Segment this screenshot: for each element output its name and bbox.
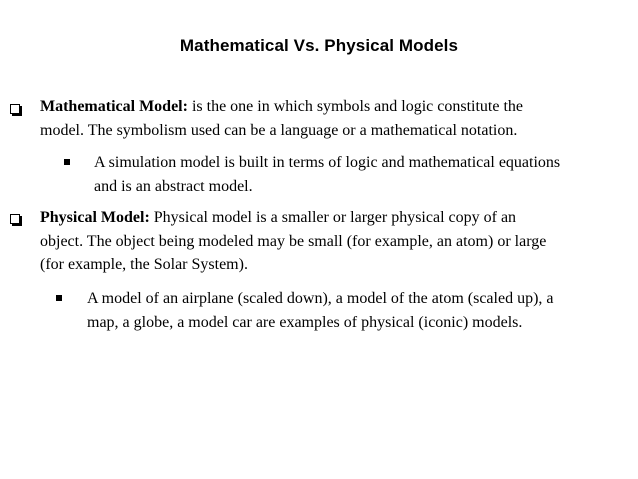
definition-text: is the one in which symbols and logic constitute the [187,98,524,115]
square-bullet-icon [56,295,62,301]
bullet-line: object. The object being modeled may be small (for example, an atom) or large [40,232,547,250]
bullet-line [40,95,630,119]
bullet-line: and is an abstract model. [94,177,253,195]
sub-bullet-simulation-model [94,151,634,198]
sub-bullet-physical-examples [87,287,632,334]
bullet-line: A simulation model is built in terms of logic and mathematical equations [94,154,561,171]
term-mathematical-model: Mathematical Model: [40,98,188,115]
checkbox-bullet-icon [10,104,20,114]
bullet-line [40,206,630,230]
bullet-mathematical-model [40,95,630,142]
square-bullet-icon [64,159,70,165]
bullet-line: map, a globe, a model car are examples of physical (iconic) models. [87,313,523,331]
checkbox-bullet-icon [10,214,20,224]
bullet-line: A model of an airplane (scaled down), a model of the atom (scaled up), a [87,290,554,307]
definition-text: Physical model is a smaller or larger physical copy of an [149,209,517,226]
bullet-physical-model [40,206,630,277]
term-physical-model: Physical Model: [40,209,150,226]
bullet-line: (for example, the Solar System). [40,256,248,273]
slide-title: Mathematical Vs. Physical Models [179,36,459,55]
bullet-line: model. The symbolism used can be a language or a mathematical notation. [40,121,518,139]
